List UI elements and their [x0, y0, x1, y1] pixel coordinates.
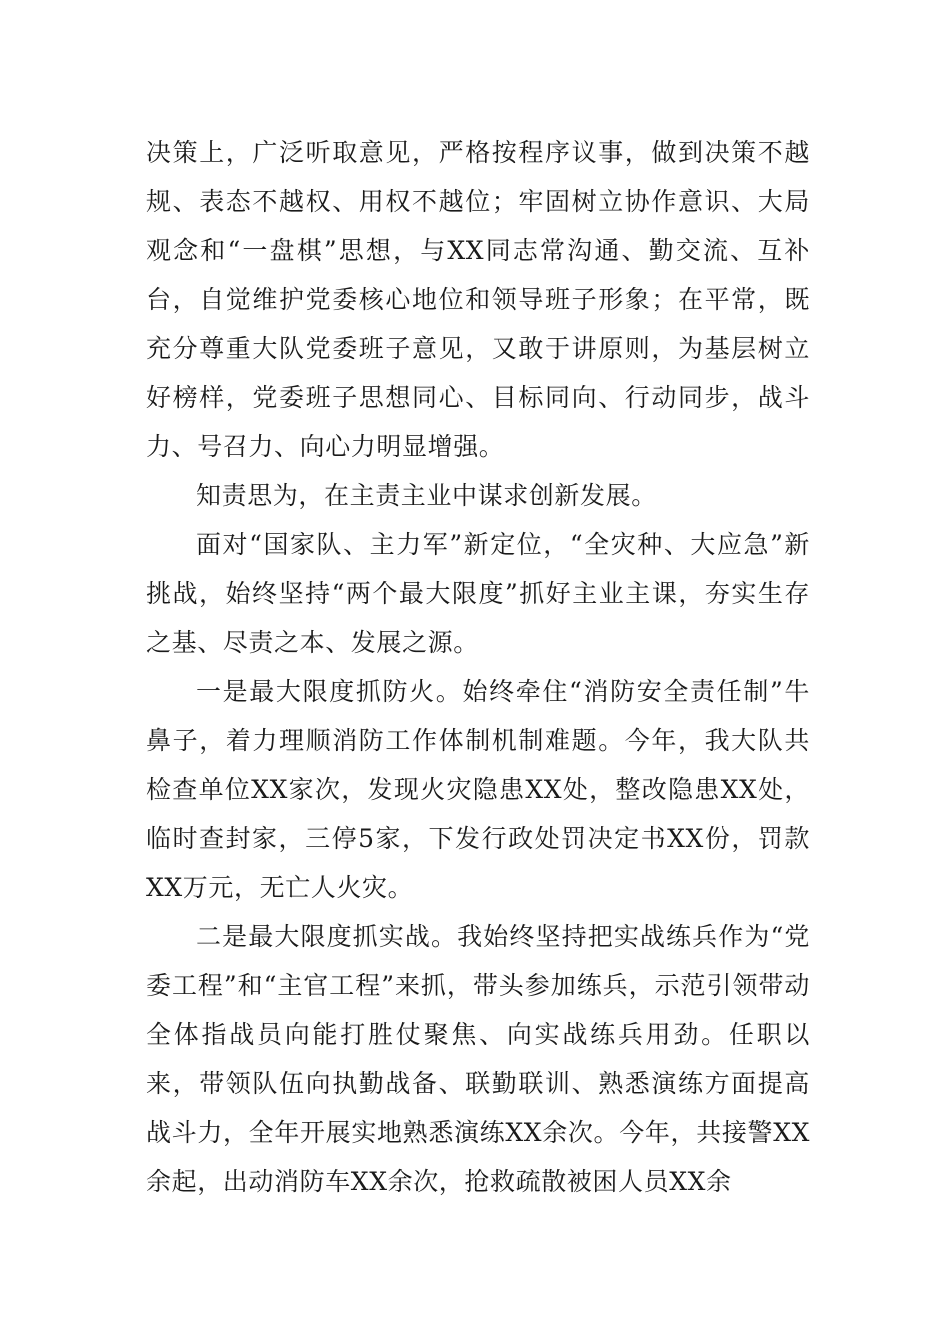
paragraph-new-positioning: 面对“国家队、主力军”新定位，“全灾种、大应急”新挑战，始终坚持“两个最大限度”抓好主业主课，夯实生存之基、尽责之本、发展之源。 — [146, 530, 810, 657]
paragraph-heading-duty: 知责思为，在主责主业中谋求创新发展。 — [196, 481, 657, 510]
paragraph-continuation: 决策上，广泛听取意见，严格按程序议事，做到决策不越规、表态不越权、用权不越位；牢固树立协作意识、大局观念和“一盘棋”思想，与XX同志常沟通、勤交流、互补台，自觉维护党委核心地位和领导班子形象；在平常，既充分尊重大队党委班子意见，又敢于讲原则，为基层树立好榜样，党委班子思想同心、目标同向、行动同步，战斗力、号召力、向心力明显增强。 — [146, 138, 810, 461]
paragraph-actual-combat: 二是最大限度抓实战。我始终坚持把实战练兵作为“党委工程”和“主官工程”来抓，带头参加练兵，示范引领带动全体指战员向能打胜仗聚焦、向实战练兵用劲。任职以来，带领队伍向执勤战备、联勤联训、熟悉演练方面提高战斗力，全年开展实地熟悉演练XX余次。今年，共接警XX余起，出动消防车XX余次，抢救疏散被困人员XX余 — [146, 922, 810, 1196]
paragraph-fire-prevention: 一是最大限度抓防火。始终牵住“消防安全责任制”牛鼻子，着力理顺消防工作体制机制难题。今年，我大队共检查单位XX家次，发现火灾隐患XX处，整改隐患XX处，临时查封家，三停5家，下发行政处罚决定书XX份，罚款XX万元，无亡人火灾。 — [146, 677, 810, 902]
document-body — [146, 128, 810, 1206]
